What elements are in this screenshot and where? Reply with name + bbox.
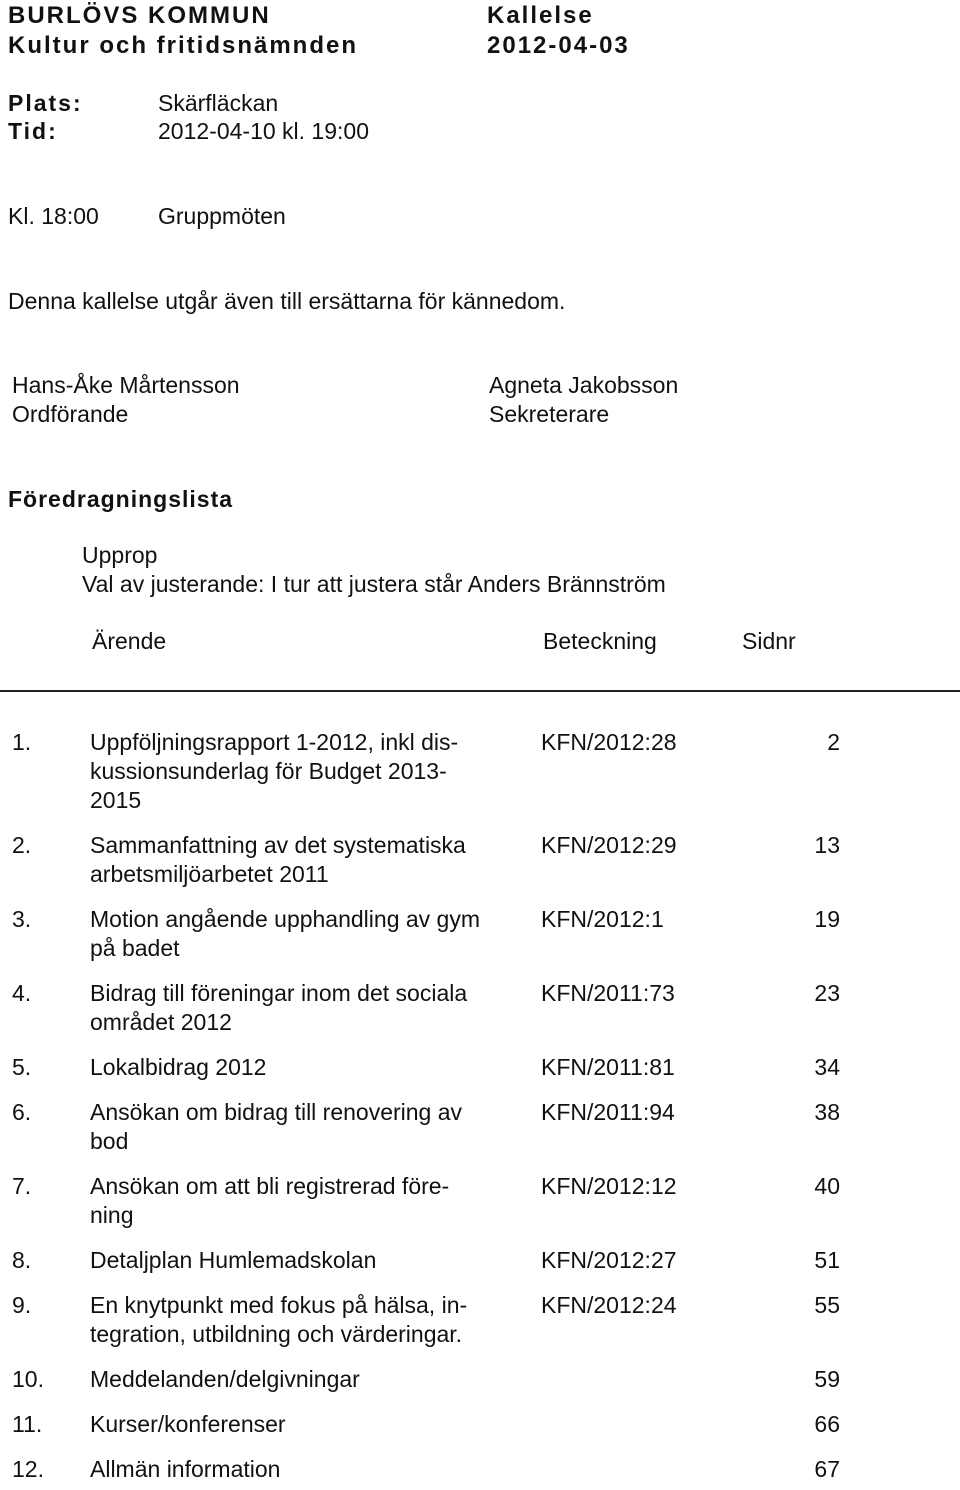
- agenda-item-title-line: arbetsmiljöarbetet 2011: [90, 861, 329, 887]
- agenda-item-number: 11.: [12, 1411, 43, 1437]
- place-value: Skärfläckan: [158, 90, 279, 116]
- agenda-item-title: [90, 1365, 520, 1394]
- agenda-item-page: 2: [827, 729, 840, 755]
- agenda-item-title: [90, 728, 520, 815]
- agenda-item-title: [90, 1172, 520, 1230]
- agenda-item-page: 51: [814, 1247, 840, 1273]
- agenda-item-title-line: Ansökan om att bli registrerad före-: [90, 1173, 450, 1199]
- agenda-item-title: [90, 831, 520, 889]
- place-label: Plats:: [8, 90, 83, 116]
- column-header-code: Beteckning: [543, 628, 657, 654]
- agenda-item-title-line: bod: [90, 1128, 129, 1154]
- secretary-role: Sekreterare: [489, 401, 610, 427]
- agenda-item-page: 59: [814, 1366, 840, 1392]
- agenda-item-title-line: Motion angående upphandling av gym: [90, 906, 481, 932]
- agenda-item-title: [90, 1410, 520, 1439]
- agenda-item-title: [90, 979, 520, 1037]
- group-meeting-label: Gruppmöten: [158, 203, 286, 229]
- agenda-item-title-line: Uppföljningsrapport 1-2012, inkl dis-: [90, 729, 459, 755]
- agenda-item-code: KFN/2012:24: [541, 1292, 677, 1318]
- agenda-item-number: 9.: [12, 1292, 32, 1318]
- agenda-item-code: KFN/2011:81: [541, 1054, 675, 1080]
- agenda-item-code: KFN/2012:1: [541, 906, 664, 932]
- agenda-item-code: KFN/2012:29: [541, 832, 677, 858]
- agenda-item-number: 2.: [12, 832, 32, 858]
- agenda-item-code: KFN/2012:27: [541, 1247, 677, 1273]
- agenda-item-title-line: Sammanfattning av det systematiska: [90, 832, 466, 858]
- agenda-item-page: 40: [814, 1173, 840, 1199]
- agenda-item-number: 7.: [12, 1173, 32, 1199]
- time-value: 2012-04-10 kl. 19:00: [158, 118, 369, 144]
- column-header-item: Ärende: [92, 628, 167, 654]
- document-date: 2012-04-03: [487, 32, 630, 59]
- agenda-item-title: [90, 1053, 520, 1082]
- agenda-item-page: 34: [814, 1054, 840, 1080]
- group-meeting-time: Kl. 18:00: [8, 203, 99, 229]
- agenda-item-title-line: Bidrag till föreningar inom det sociala: [90, 980, 468, 1006]
- agenda-item-page: 67: [814, 1456, 840, 1482]
- agenda-item-title-line: kussionsunderlag för Budget 2013-: [90, 758, 447, 784]
- agenda-item-code: KFN/2012:12: [541, 1173, 677, 1199]
- header-divider: [0, 690, 960, 692]
- column-header-page: Sidnr: [742, 628, 796, 654]
- agenda-item-title-line: 2015: [90, 787, 142, 813]
- agenda-item-number: 12.: [12, 1456, 44, 1482]
- agenda-item-page: 19: [814, 906, 840, 932]
- chair-name: Hans-Åke Mårtensson: [12, 372, 240, 398]
- agenda-intro-roll-call: Upprop: [82, 542, 158, 568]
- secretary-name: Agneta Jakobsson: [489, 372, 679, 398]
- agenda-item-title-line: området 2012: [90, 1009, 232, 1035]
- agenda-item-title-line: på badet: [90, 935, 180, 961]
- agenda-item-number: 1.: [12, 729, 32, 755]
- agenda-item-number: 10.: [12, 1366, 44, 1392]
- committee-name: Kultur och fritidsnämnden: [8, 32, 358, 59]
- agenda-item-page: 23: [814, 980, 840, 1006]
- agenda-item-title-line: ning: [90, 1202, 134, 1228]
- agenda-item-title-line: Meddelanden/delgivningar: [90, 1366, 360, 1392]
- agenda-item-title-line: En knytpunkt med fokus på hälsa, in-: [90, 1292, 468, 1318]
- document-type: Kallelse: [487, 2, 594, 29]
- agenda-item-title: [90, 1246, 520, 1275]
- agenda-item-title: [90, 1455, 520, 1484]
- agenda-item-page: 66: [814, 1411, 840, 1437]
- org-name: BURLÖVS KOMMUN: [8, 2, 271, 29]
- agenda-item-title-line: Kurser/konferenser: [90, 1411, 286, 1437]
- agenda-item-title: [90, 905, 520, 963]
- agenda-intro-adjusters: Val av justerande: I tur att justera står Anders Brännström: [82, 571, 666, 597]
- agenda-item-number: 6.: [12, 1099, 32, 1125]
- agenda-item-title-line: Detaljplan Humlemadskolan: [90, 1247, 377, 1273]
- agenda-item-title: [90, 1098, 520, 1156]
- agenda-item-number: 3.: [12, 906, 32, 932]
- agenda-item-title-line: Ansökan om bidrag till renovering av: [90, 1099, 463, 1125]
- chair-role: Ordförande: [12, 401, 129, 427]
- agenda-item-number: 5.: [12, 1054, 32, 1080]
- agenda-item-code: KFN/2012:28: [541, 729, 677, 755]
- agenda-item-title-line: Lokalbidrag 2012: [90, 1054, 267, 1080]
- agenda-item-page: 13: [814, 832, 840, 858]
- agenda-item-title-line: tegration, utbildning och värderingar.: [90, 1321, 463, 1347]
- agenda-heading: Föredragningslista: [8, 486, 234, 512]
- agenda-item-title: [90, 1291, 520, 1349]
- agenda-item-page: 38: [814, 1099, 840, 1125]
- agenda-item-page: 55: [814, 1292, 840, 1318]
- agenda-item-code: KFN/2011:73: [541, 980, 675, 1006]
- agenda-item-number: 4.: [12, 980, 32, 1006]
- agenda-item-number: 8.: [12, 1247, 32, 1273]
- agenda-item-code: KFN/2011:94: [541, 1099, 675, 1125]
- time-label: Tid:: [8, 118, 58, 144]
- agenda-item-title-line: Allmän information: [90, 1456, 281, 1482]
- notice-text: Denna kallelse utgår även till ersättarna för kännedom.: [8, 288, 566, 314]
